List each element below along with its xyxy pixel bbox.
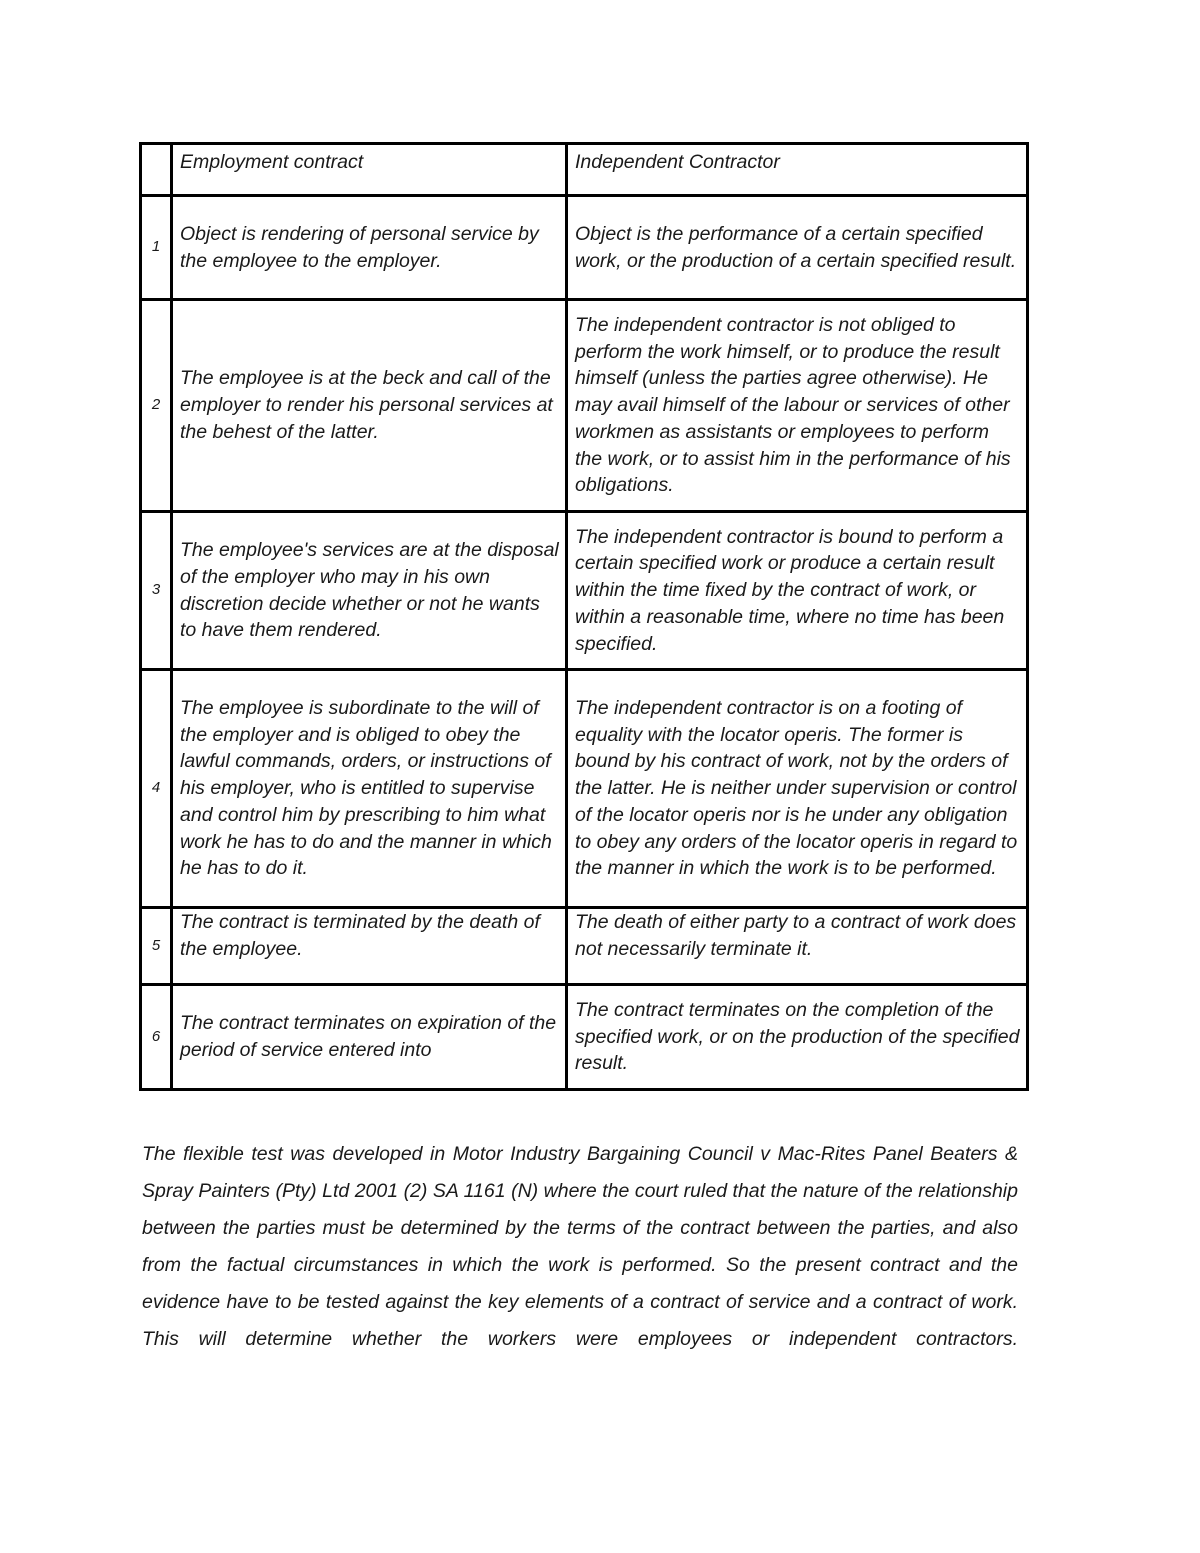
row-number: 6 xyxy=(141,985,172,1090)
table-row xyxy=(141,670,1028,908)
independent-cell: The independent contractor is bound to perform a certain specified work or produce a certain result within the time fixed by the contract of work, or within a reasonable time, where no time has been specified. xyxy=(567,512,1028,670)
comparison-table xyxy=(139,142,1029,1091)
row-number: 1 xyxy=(141,196,172,300)
employment-cell: The employee's services are at the disposal of the employer who may in his own discretion decide whether or not he wants to have them rendered. xyxy=(172,512,567,670)
header-number-cell xyxy=(141,144,172,196)
header-independent-contractor: Independent Contractor xyxy=(567,144,1028,196)
independent-cell: The independent contractor is on a footing of equality with the locator operis. The former is bound by his contract of work, not by the orders of the latter. He is neither under supervision or control of the locator operis nor is he under any obligation to obey any orders of the locator operis in regard to the manner in which the work is to be performed. xyxy=(567,670,1028,908)
independent-cell: The death of either party to a contract of work does not necessarily terminate it. xyxy=(567,908,1028,985)
employment-cell: The employee is at the beck and call of the employer to render his personal services at the behest of the latter. xyxy=(172,300,567,512)
table-row xyxy=(141,985,1028,1090)
header-employment-contract: Employment contract xyxy=(172,144,567,196)
row-number: 2 xyxy=(141,300,172,512)
table-row xyxy=(141,512,1028,670)
employment-cell: Object is rendering of personal service by the employee to the employer. xyxy=(172,196,567,300)
row-number: 4 xyxy=(141,670,172,908)
employment-cell: The contract terminates on expiration of the period of service entered into xyxy=(172,985,567,1090)
independent-cell: The independent contractor is not obliged to perform the work himself, or to produce the result himself (unless the parties agree otherwise). He may avail himself of the labour or services of other workmen as assistants or employees to perform the work, or to assist him in the performance of his obligations. xyxy=(567,300,1028,512)
body-paragraph: The flexible test was developed in Motor Industry Bargaining Council v Mac-Rites Panel Beaters & Spray Painters (Pty) Ltd 2001 (2) SA 1161 (N) where the court ruled that the nature of the relationship between the parties must be determined by the terms of the contract between the parties, and also from the factual circumstances in which the work is performed. So the present contract and the evidence have to be tested against the key elements of a contract of service and a contract of work. This will determine whether the workers were employees or independent contractors. xyxy=(142,1142,1018,1350)
table-header-row xyxy=(141,144,1028,196)
row-number: 5 xyxy=(141,908,172,985)
table-row xyxy=(141,196,1028,300)
independent-cell: The contract terminates on the completion of the specified work, or on the production of the specified result. xyxy=(567,985,1028,1090)
independent-cell: Object is the performance of a certain specified work, or the production of a certain specified result. xyxy=(567,196,1028,300)
row-number: 3 xyxy=(141,512,172,670)
employment-cell: The contract is terminated by the death of the employee. xyxy=(172,908,567,985)
employment-cell: The employee is subordinate to the will of the employer and is obliged to obey the lawful commands, orders, or instructions of his employer, who is entitled to supervise and control him by prescribing to him what work he has to do and the manner in which he has to do it. xyxy=(172,670,567,908)
table-row xyxy=(141,908,1028,985)
table-row xyxy=(141,300,1028,512)
